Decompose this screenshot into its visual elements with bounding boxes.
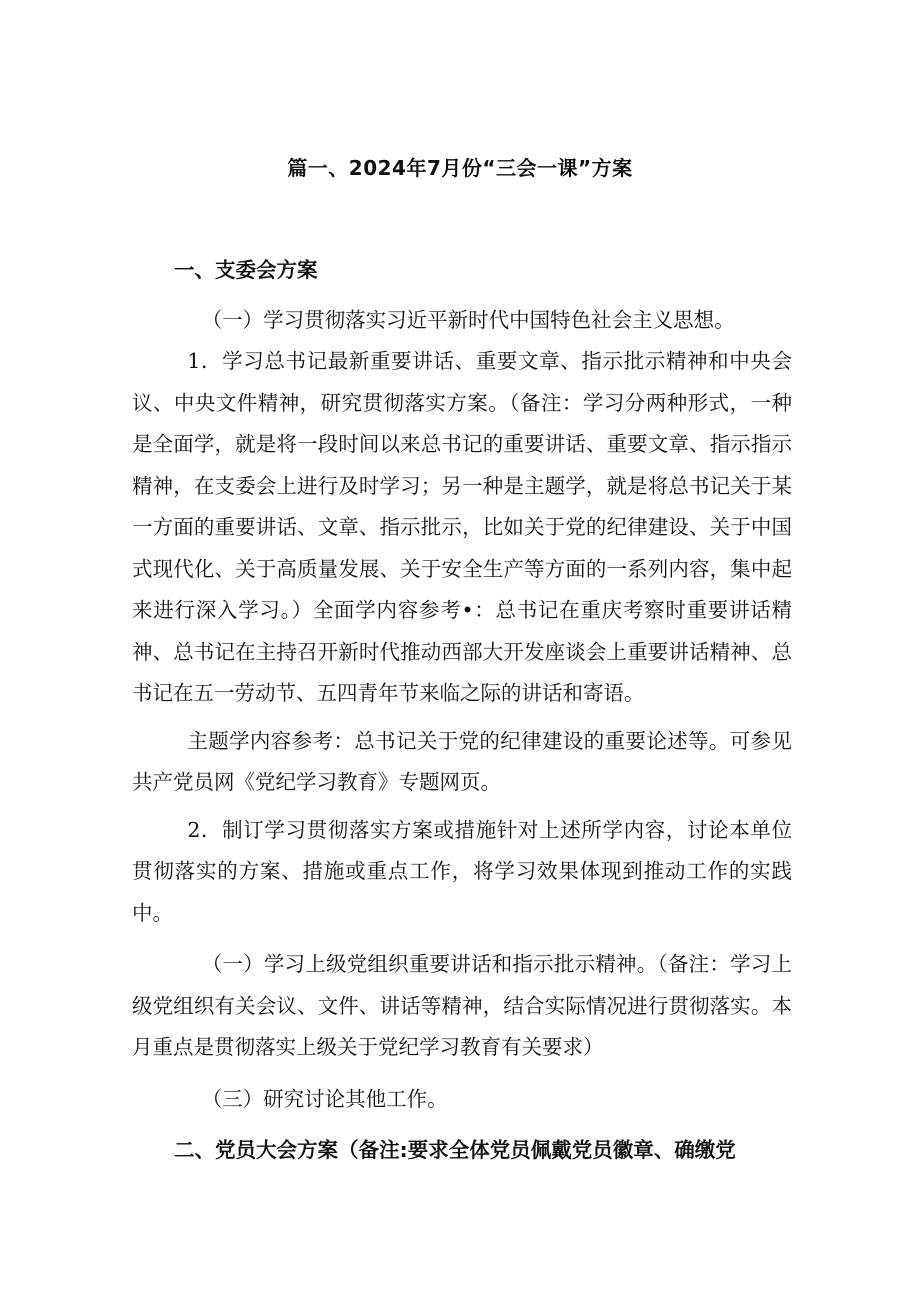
document-title: 篇一、2024年7月份“三会一课”方案: [287, 156, 633, 180]
paragraph-1: （一）学习贯彻落实习近平新时代中国特色社会主义思想。: [201, 307, 735, 332]
paragraph-6: （三）研究讨论其他工作。: [201, 1086, 448, 1111]
section-heading-1: 一、支委会方案: [174, 258, 318, 282]
paragraph-3: 主题学内容参考：总书记关于党的纪律建设的重要论述等。可参见共产党员网《党纪学习教育》专题网页。: [132, 728, 792, 794]
section-heading-2: 二、党员大会方案（备注:要求全体党员佩戴党员徽章、确缴党: [174, 1138, 736, 1162]
paragraph-5: （一）学习上级党组织重要讲话和指示批示精神。（备注：学习上级党组织有关会议、文件、讲话等精神，结合实际情况进行贯彻落实。本月重点是贯彻落实上级关于党纪学习教育有关要求）: [132, 952, 792, 1059]
paragraph-4: 2．制订学习贯彻落实方案或措施针对上述所学内容，讨论本单位贯彻落实的方案、措施或重点工作，将学习效果体现到推动工作的实践中。: [132, 817, 792, 925]
paragraph-2: 1．学习总书记最新重要讲话、重要文章、指示批示精神和中央会议、中央文件精神，研究贯彻落实方案。（备注：学习分两种形式，一种是全面学，就是将一段时间以来总书记的重要讲话、重要文章、指示指示精神，在支委会上进行及时学习；另一种是主题学，就是将总书记关于某一方面的重要讲话、文章、指示批示，比如关于党的纪律建设、关于中国式现代化、关于高质量发展、关于安全生产等方面的一系列内容，集中起来进行深入学习。）全面学内容参考•：总书记在重庆考察时重要讲话精神、总书记在主持召开新时代推动西部大开发座谈会上重要讲话精神、总书记在五一劳动节、五四青年节来临之际的讲话和寄语。: [132, 349, 792, 705]
document-body: [132, 250, 792, 1172]
